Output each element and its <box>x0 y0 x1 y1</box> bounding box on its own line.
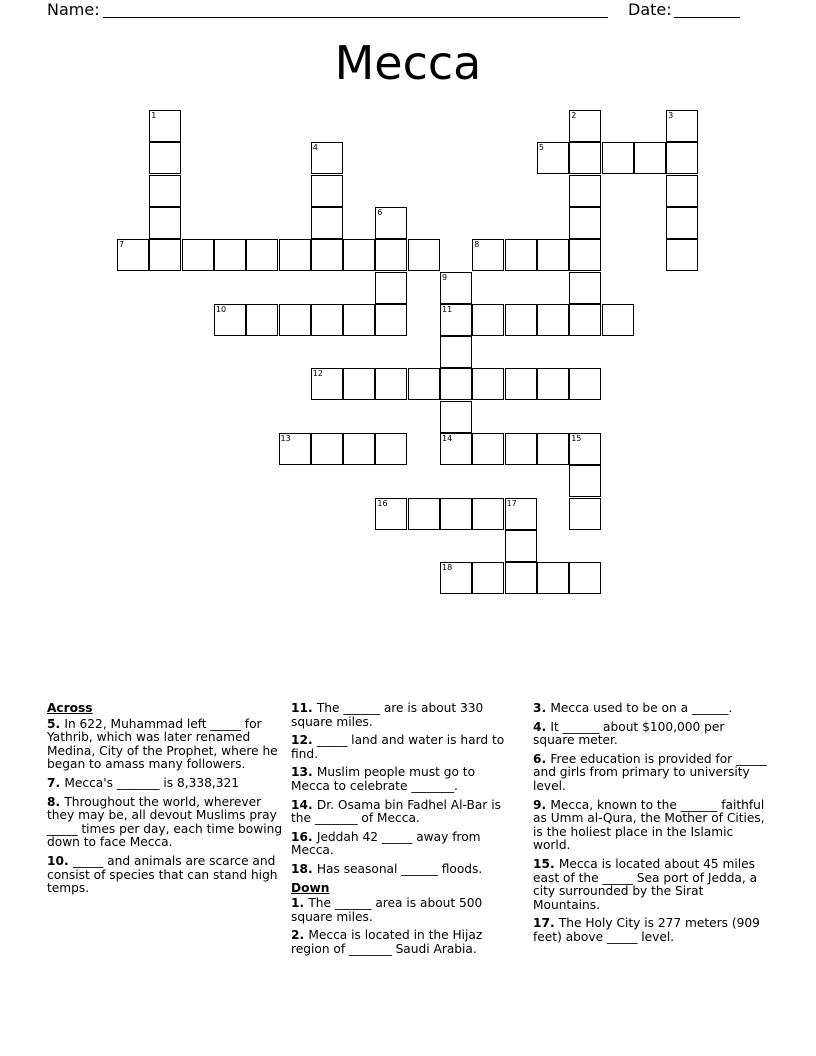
grid-cell[interactable] <box>149 207 181 239</box>
clue-across-10: 10. _____ and animals are scarce and consist of species that can stand high temps. <box>47 853 278 896</box>
clue-down-9: 9. Mecca, known to the ______ faithful as Umm al-Qura, the Mother of Cities, is the holiest place in the Islamic world. <box>533 797 765 853</box>
grid-cell[interactable] <box>343 239 375 271</box>
grid-cell[interactable] <box>375 433 407 465</box>
cell-number: 18 <box>442 563 453 573</box>
grid-cell[interactable] <box>375 368 407 400</box>
grid-cell[interactable] <box>440 304 472 336</box>
cell-number: 9 <box>442 272 448 282</box>
clue-across-16: 16. Jeddah 42 _____ away from Mecca. <box>291 829 481 858</box>
grid-cell[interactable] <box>666 142 698 174</box>
grid-cell[interactable] <box>311 433 343 465</box>
grid-cell[interactable] <box>569 433 601 465</box>
grid-cell[interactable] <box>343 433 375 465</box>
grid-cell[interactable] <box>375 304 407 336</box>
grid-cell[interactable] <box>440 368 472 400</box>
grid-cell[interactable] <box>634 142 666 174</box>
clue-across-18: 18. Has seasonal ______ floods. <box>291 861 483 876</box>
clue-across-5: 5. In 622, Muhammad left _____ for Yathrib, which was later renamed Medina, City of the Prophet, where he began to amass many followers. <box>47 716 278 772</box>
grid-cell[interactable] <box>149 110 181 142</box>
grid-cell[interactable] <box>569 498 601 530</box>
clue-down-1: 1. The ______ area is about 500 square miles. <box>291 896 483 924</box>
grid-cell[interactable] <box>182 239 214 271</box>
page-title: Mecca <box>334 36 482 90</box>
grid-cell[interactable] <box>408 368 440 400</box>
down-heading: Down <box>291 880 330 895</box>
grid-cell[interactable] <box>440 401 472 433</box>
clue-down-17: 17. The Holy City is 277 meters (909 feet) above _____ level. <box>533 916 760 944</box>
grid-cell[interactable] <box>505 433 537 465</box>
cell-number: 11 <box>442 304 453 314</box>
grid-cell[interactable] <box>537 368 569 400</box>
grid-cell[interactable] <box>343 304 375 336</box>
cell-number: 6 <box>377 207 383 217</box>
grid-cell[interactable] <box>666 207 698 239</box>
clue-across-11: 11. The ______ are is about 330 square miles. <box>291 701 484 729</box>
grid-cell[interactable] <box>537 433 569 465</box>
grid-cell[interactable] <box>279 239 311 271</box>
grid-cell[interactable] <box>375 272 407 304</box>
grid-cell[interactable] <box>408 239 440 271</box>
clue-down-6: 6. Free education is provided for _____ and girls from primary to university level. <box>533 751 767 793</box>
grid-cell[interactable] <box>569 304 601 336</box>
grid-cell[interactable] <box>375 239 407 271</box>
grid-cell[interactable] <box>666 110 698 142</box>
grid-cell[interactable] <box>505 368 537 400</box>
grid-cell[interactable] <box>279 433 311 465</box>
cell-number: 12 <box>312 369 323 379</box>
grid-cell[interactable] <box>569 175 601 207</box>
clue-column-1 <box>47 702 283 901</box>
grid-cell[interactable] <box>375 498 407 530</box>
grid-cell[interactable] <box>472 562 504 594</box>
cell-number: 15 <box>571 434 582 443</box>
cell-number: 5 <box>538 143 544 153</box>
cell-number: 4 <box>312 143 318 153</box>
clue-across-14: 14. Dr. Osama bin Fadhel Al-Bar is the _______ of Mecca. <box>291 797 501 826</box>
grid-cell[interactable] <box>440 433 472 465</box>
cell-number: 17 <box>506 498 517 508</box>
grid-cell[interactable] <box>311 207 343 239</box>
cell-number: 16 <box>377 498 388 508</box>
grid-cell[interactable] <box>279 304 311 336</box>
cell-number: 8 <box>474 240 480 250</box>
grid-cell[interactable] <box>311 239 343 271</box>
grid-cell[interactable] <box>505 498 537 530</box>
date-label: Date: <box>628 0 672 19</box>
grid-cell[interactable] <box>149 175 181 207</box>
grid-cell[interactable] <box>666 239 698 271</box>
grid-cell[interactable] <box>214 304 246 336</box>
grid-cell[interactable] <box>149 142 181 174</box>
clue-column-3 <box>533 702 769 950</box>
clue-column-2 <box>291 702 513 962</box>
grid-cell[interactable] <box>408 498 440 530</box>
grid-cell[interactable] <box>505 562 537 594</box>
grid-cell[interactable] <box>569 142 601 174</box>
grid-cell[interactable] <box>246 304 278 336</box>
cell-number: 7 <box>119 240 125 250</box>
grid-cell[interactable] <box>440 272 472 304</box>
grid-cell[interactable] <box>343 368 375 400</box>
grid-cell[interactable] <box>666 175 698 207</box>
grid-cell[interactable] <box>440 336 472 368</box>
grid-cell[interactable] <box>602 304 634 336</box>
grid-cell[interactable] <box>537 239 569 271</box>
clue-down-2: 2. Mecca is located in the Hijaz region of _______ Saudi Arabia. <box>291 928 483 956</box>
grid-cell[interactable] <box>569 239 601 271</box>
cell-number: 1 <box>151 111 157 120</box>
grid-cell[interactable] <box>569 465 601 497</box>
grid-cell[interactable] <box>569 110 601 142</box>
grid-cell[interactable] <box>505 304 537 336</box>
grid-cell[interactable] <box>505 239 537 271</box>
grid-cell[interactable] <box>440 562 472 594</box>
grid-cell[interactable] <box>472 304 504 336</box>
grid-cell[interactable] <box>537 562 569 594</box>
grid-cell[interactable] <box>311 175 343 207</box>
grid-cell[interactable] <box>537 304 569 336</box>
cell-number: 10 <box>215 304 227 314</box>
grid-cell[interactable] <box>311 304 343 336</box>
grid-cell[interactable] <box>311 142 343 174</box>
across-heading: Across <box>47 701 93 715</box>
grid-cell[interactable] <box>440 498 472 530</box>
grid-cell[interactable] <box>472 239 504 271</box>
grid-cell[interactable] <box>505 530 537 562</box>
grid-cell[interactable] <box>569 368 601 400</box>
grid-cell[interactable] <box>246 239 278 271</box>
cell-number: 13 <box>280 434 291 443</box>
cell-number: 14 <box>442 434 453 443</box>
clue-across-13: 13. Muslim people must go to Mecca to celebrate _______. <box>291 765 476 793</box>
clue-across-8: 8. Throughout the world, wherever they may be, all devout Muslims pray _____ times per day, each time bowing down to face Mecca. <box>47 794 283 850</box>
grid-cell[interactable] <box>117 239 149 271</box>
cell-number: 2 <box>571 111 577 120</box>
clue-down-4: 4. It ______ about $100,000 per square meter. <box>533 719 725 748</box>
grid-cell[interactable] <box>472 433 504 465</box>
clue-down-15: 15. Mecca is located about 45 miles east of the _____ Sea port of Jedda, a city surrounded by the Sirat Mountains. <box>533 856 758 912</box>
grid-cell[interactable] <box>375 207 407 239</box>
grid-cell[interactable] <box>602 142 634 174</box>
grid-cell[interactable] <box>214 239 246 271</box>
name-label: Name: <box>47 0 100 19</box>
grid-cell[interactable] <box>149 239 181 271</box>
clue-down-3: 3. Mecca used to be on a ______. <box>533 701 733 715</box>
clue-across-12: 12. _____ land and water is hard to find. <box>291 733 505 761</box>
grid-cell[interactable] <box>472 498 504 530</box>
grid-cell[interactable] <box>537 142 569 174</box>
grid-cell[interactable] <box>472 368 504 400</box>
grid-cell[interactable] <box>311 368 343 400</box>
grid-cell[interactable] <box>569 272 601 304</box>
clue-across-7: 7. Mecca's _______ is 8,338,321 <box>47 775 239 790</box>
grid-cell[interactable] <box>569 207 601 239</box>
cell-number: 3 <box>668 111 674 120</box>
grid-cell[interactable] <box>569 562 601 594</box>
